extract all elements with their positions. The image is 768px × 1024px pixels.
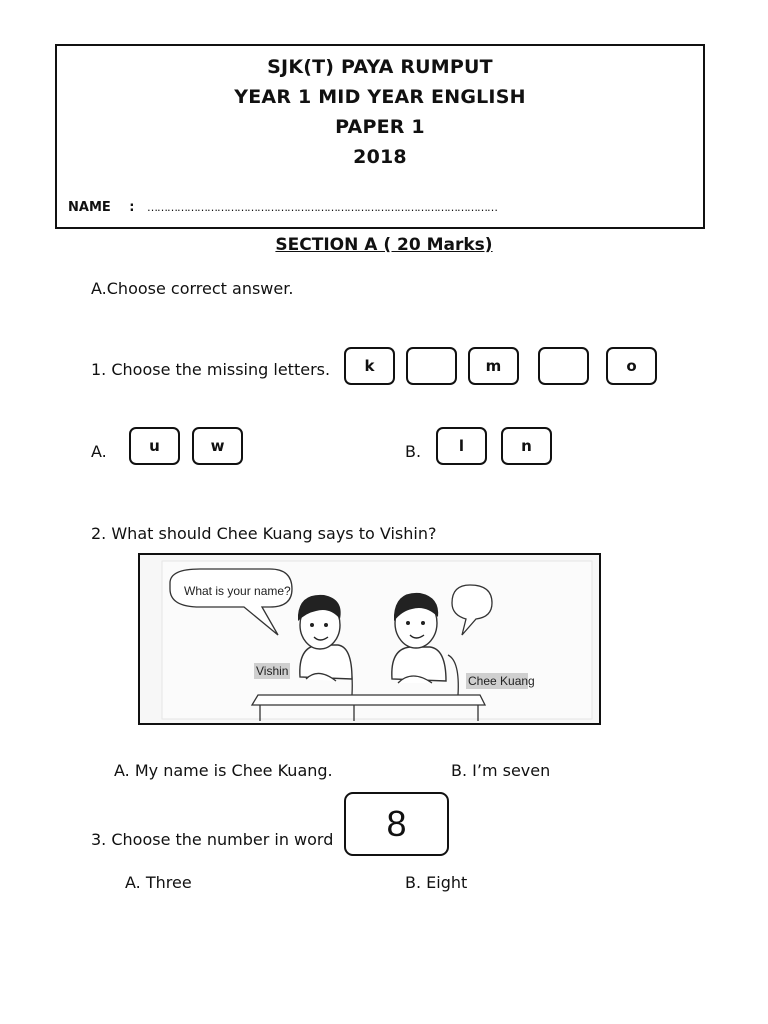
q3-option-b[interactable]: B. Eight [405, 873, 468, 892]
q1-question: 1. Choose the missing letters. [91, 360, 331, 379]
q2-option-a[interactable]: A. My name is Chee Kuang. [114, 761, 333, 780]
q2-question: 2. What should Chee Kuang says to Vishin? [91, 524, 437, 543]
q3-question: 3. Choose the number in word [91, 830, 334, 849]
q1-sequence-box-1: k [344, 347, 395, 385]
section-instruction: A.Choose correct answer. [91, 279, 294, 298]
q1-option-b-letter-1[interactable]: l [436, 427, 487, 465]
q3-number-box: 8 [344, 792, 449, 856]
q1-option-a-label[interactable]: A. [91, 442, 107, 461]
exam-title: YEAR 1 MID YEAR ENGLISH [234, 86, 526, 108]
q1-sequence-box-5: o [606, 347, 657, 385]
label-vishin: Vishin [256, 664, 289, 678]
paper-number: PAPER 1 [335, 116, 425, 138]
q1-sequence-blank-2 [538, 347, 589, 385]
q2-picture [138, 553, 601, 725]
name-dotted-line: …………………………………………………………………………………………… [147, 201, 498, 214]
q3-option-a[interactable]: A. Three [125, 873, 192, 892]
name-field[interactable] [68, 200, 497, 215]
q2-option-b[interactable]: B. I’m seven [451, 761, 551, 780]
q1-option-a-letter-1[interactable]: u [129, 427, 180, 465]
label-chee-kuang: Chee Kuang [468, 674, 535, 688]
exam-year: 2018 [353, 146, 407, 168]
school-name: SJK(T) PAYA RUMPUT [267, 56, 493, 78]
name-colon: : [129, 200, 135, 215]
q1-sequence-box-3: m [468, 347, 519, 385]
exam-header [55, 44, 705, 229]
q1-sequence-blank-1 [406, 347, 457, 385]
q1-option-b-label[interactable]: B. [405, 442, 422, 461]
speech-bubble-text: What is your name? [184, 584, 291, 598]
q1-option-a-letter-2[interactable]: w [192, 427, 243, 465]
name-label: NAME [68, 200, 111, 215]
two-boys-illustration [140, 555, 599, 723]
q1-option-b-letter-2[interactable]: n [501, 427, 552, 465]
section-title: SECTION A ( 20 Marks) [275, 235, 493, 255]
